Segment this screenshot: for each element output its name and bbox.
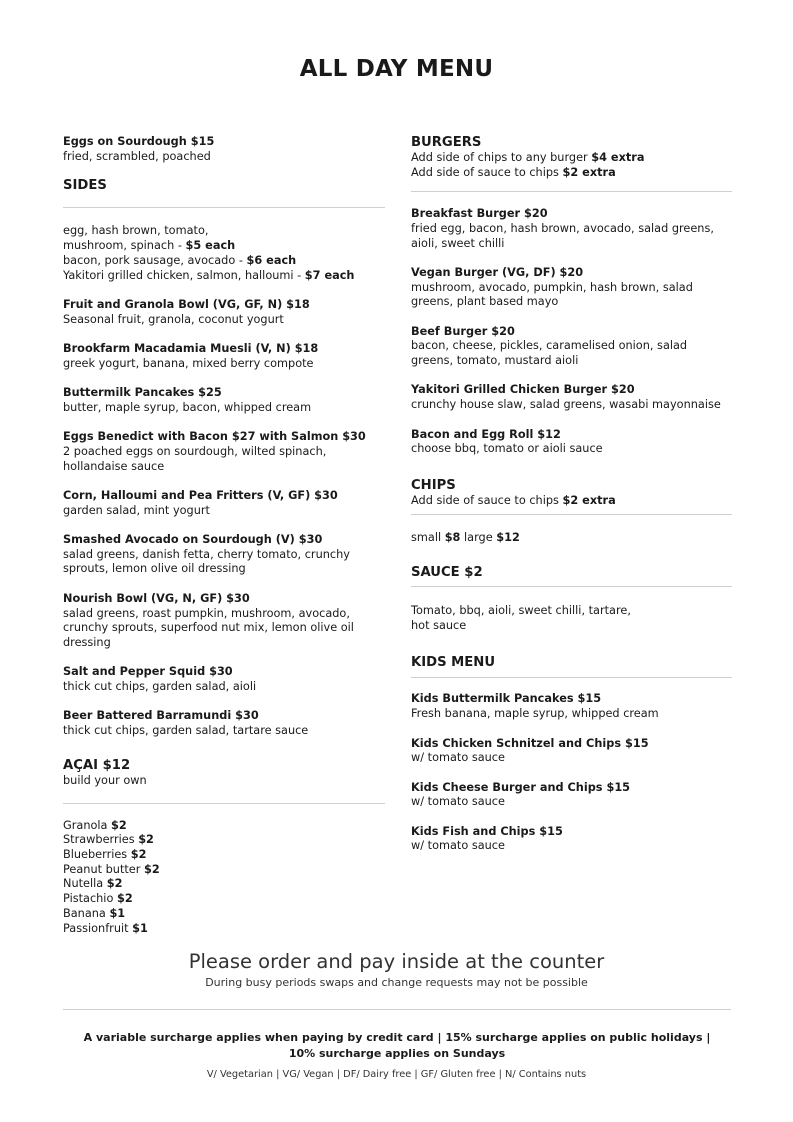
topping-price: $2 xyxy=(144,862,160,876)
acai-subtitle: build your own xyxy=(63,773,147,787)
item-name: Smashed Avocado on Sourdough (V) $30 xyxy=(63,533,323,547)
topping-price: $1 xyxy=(109,906,126,920)
burgers-note xyxy=(411,166,732,181)
surcharge-notice xyxy=(63,1030,731,1062)
burgers-heading: BURGERS xyxy=(411,135,482,150)
note-text: Add side of chips to any burger xyxy=(411,151,592,164)
chips-sizes xyxy=(411,531,732,546)
sides-line xyxy=(63,269,385,284)
topping-price: $2 xyxy=(130,847,147,861)
topping-row xyxy=(63,907,385,922)
chips-heading: CHIPS xyxy=(411,477,456,493)
divider xyxy=(411,514,732,515)
item-description: thick cut chips, garden salad, tartare sauce xyxy=(63,724,309,738)
topping-name: Banana xyxy=(63,906,110,920)
burgers-note xyxy=(411,151,732,166)
item-name: Fruit and Granola Bowl (VG, GF, N) $18 xyxy=(63,297,310,311)
divider xyxy=(63,207,385,208)
size-label: large xyxy=(460,530,497,544)
divider xyxy=(411,586,732,587)
item-description: garden salad, mint yogurt xyxy=(63,503,210,517)
item-description: w/ tomato sauce xyxy=(411,751,505,765)
burger-items xyxy=(411,207,732,457)
item-description: sprouts, lemon olive oil dressing xyxy=(63,562,246,576)
acai-toppings-list xyxy=(63,819,385,937)
menu-item xyxy=(411,737,732,766)
item-name: Breakfast Burger $20 xyxy=(411,207,548,221)
kids-menu-heading: KIDS MENU xyxy=(411,654,496,670)
item-description: choose bbq, tomato or aioli sauce xyxy=(411,442,603,456)
item-name: Bacon and Egg Roll $12 xyxy=(411,427,561,441)
size-price: $8 xyxy=(444,530,461,544)
item-description: bacon, cheese, pickles, caramelised onion, salad xyxy=(411,339,688,353)
menu-item xyxy=(63,298,385,327)
sauce-line: hot sauce xyxy=(411,619,467,633)
left-menu-items xyxy=(63,298,385,739)
sides-line xyxy=(63,254,385,269)
divider xyxy=(411,677,732,678)
topping-price: $1 xyxy=(132,921,148,935)
item-name: Salt and Pepper Squid $30 xyxy=(63,665,233,679)
surcharge-line: A variable surcharge applies when paying by credit card | 15% surcharge applies on public holidays | xyxy=(83,1031,711,1044)
topping-name: Granola xyxy=(63,818,112,832)
item-name: Yakitori Grilled Chicken Burger $20 xyxy=(411,383,635,397)
item-description: Fresh banana, maple syrup, whipped cream xyxy=(411,707,659,721)
swaps-note: During busy periods swaps and change requests may not be possible xyxy=(205,976,588,989)
item-description: fried egg, bacon, hash brown, avocado, salad greens, xyxy=(411,221,714,235)
item-name: Kids Chicken Schnitzel and Chips $15 xyxy=(411,736,649,750)
sauce-line: Tomato, bbq, aioli, sweet chilli, tartare, xyxy=(411,604,631,618)
sides-heading: SIDES xyxy=(63,178,107,194)
menu-item xyxy=(63,489,385,518)
item-description: greens, plant based mayo xyxy=(411,295,559,309)
sides-text: bacon, pork sausage, avocado - xyxy=(63,253,247,267)
menu-item xyxy=(411,825,732,854)
page-title: ALL DAY MENU xyxy=(299,56,494,82)
item-name: Brookfarm Macadamia Muesli (V, N) $18 xyxy=(63,342,319,355)
item-name: Corn, Halloumi and Pea Fritters (V, GF) $30 xyxy=(63,488,338,502)
note-price: $2 extra xyxy=(562,493,616,507)
topping-row xyxy=(63,819,385,834)
sides-price: $6 each xyxy=(246,253,297,267)
menu-item-eggs-on-sourdough xyxy=(63,135,385,164)
topping-row xyxy=(63,848,385,863)
item-description: greens, tomato, mustard aioli xyxy=(411,354,579,368)
topping-row xyxy=(63,863,385,878)
item-description: w/ tomato sauce xyxy=(411,839,505,853)
note-text: Add side of sauce to chips xyxy=(411,493,563,507)
right-column xyxy=(411,135,732,854)
item-name: Eggs Benedict with Bacon $27 with Salmon $30 xyxy=(63,430,366,444)
menu-item xyxy=(411,781,732,810)
topping-row xyxy=(63,877,385,892)
sauce-list xyxy=(411,604,732,633)
item-name: Kids Buttermilk Pancakes $15 xyxy=(411,692,602,706)
topping-price: $2 xyxy=(138,833,154,847)
left-column xyxy=(63,135,385,936)
chips-note xyxy=(411,494,732,509)
menu-item xyxy=(411,325,732,369)
item-description: crunchy house slaw, salad greens, wasabi mayonnaise xyxy=(411,398,721,412)
divider xyxy=(63,803,385,804)
dietary-legend: V/ Vegetarian | VG/ Vegan | DF/ Dairy free | GF/ Gluten free | N/ Contains nuts xyxy=(206,1069,587,1080)
topping-name: Passionfruit xyxy=(63,921,133,935)
menu-item xyxy=(411,207,732,251)
order-instruction: Please order and pay inside at the counter xyxy=(188,950,605,973)
note-price: $4 extra xyxy=(591,151,645,164)
topping-row xyxy=(63,922,385,937)
topping-price: $2 xyxy=(111,818,127,832)
item-description: mushroom, avocado, pumpkin, hash brown, salad xyxy=(411,280,693,294)
kids-menu-items xyxy=(411,692,732,854)
topping-name: Peanut butter xyxy=(63,862,144,876)
item-description: dressing xyxy=(63,635,111,649)
note-price: $2 extra xyxy=(562,165,616,179)
item-description: aioli, sweet chilli xyxy=(411,236,505,250)
sides-line xyxy=(63,239,385,254)
sauce-heading: SAUCE $2 xyxy=(411,565,483,581)
menu-item xyxy=(63,665,385,694)
sides-list xyxy=(63,224,385,283)
item-name: Buttermilk Pancakes $25 xyxy=(63,386,222,400)
item-description: greek yogurt, banana, mixed berry compote xyxy=(63,356,314,370)
surcharge-line: 10% surcharge applies on Sundays xyxy=(288,1047,506,1060)
sides-text: mushroom, spinach - xyxy=(63,239,186,253)
sides-line: egg, hash brown, tomato, xyxy=(63,224,209,238)
item-description: 2 poached eggs on sourdough, wilted spinach, xyxy=(63,444,327,458)
menu-item xyxy=(63,533,385,577)
item-name: Kids Fish and Chips $15 xyxy=(411,824,563,838)
item-description: salad greens, danish fetta, cherry tomato, crunchy xyxy=(63,547,350,561)
sides-text: Yakitori grilled chicken, salmon, halloumi - xyxy=(63,268,305,282)
menu-item xyxy=(63,709,385,738)
menu-item xyxy=(411,428,732,457)
divider xyxy=(63,1009,731,1010)
item-description: fried, scrambled, poached xyxy=(63,149,211,163)
menu-item xyxy=(63,342,385,371)
menu-item xyxy=(411,383,732,412)
topping-row xyxy=(63,833,385,848)
item-name: Beef Burger $20 xyxy=(411,324,515,338)
topping-name: Nutella xyxy=(63,877,107,891)
item-description: butter, maple syrup, bacon, whipped cream xyxy=(63,400,312,414)
item-name: Vegan Burger (VG, DF) $20 xyxy=(411,265,584,279)
item-description: w/ tomato sauce xyxy=(411,795,505,809)
topping-price: $2 xyxy=(106,877,123,891)
menu-item xyxy=(63,592,385,651)
menu-item xyxy=(63,386,385,415)
menu-item xyxy=(411,692,732,721)
topping-name: Blueberries xyxy=(63,847,131,861)
item-description: Seasonal fruit, granola, coconut yogurt xyxy=(63,312,284,326)
menu-item xyxy=(411,266,732,310)
item-description: salad greens, roast pumpkin, mushroom, avocado, xyxy=(63,606,350,620)
sides-price: $7 each xyxy=(304,268,355,282)
size-label: small xyxy=(411,530,445,544)
item-description: hollandaise sauce xyxy=(63,459,165,473)
size-price: $12 xyxy=(496,530,520,544)
note-text: Add side of sauce to chips xyxy=(411,165,563,179)
divider xyxy=(411,191,732,192)
topping-name: Strawberries xyxy=(63,833,139,847)
topping-price: $2 xyxy=(116,892,133,906)
sides-price: $5 each xyxy=(185,239,236,253)
acai-heading: AÇAI $12 xyxy=(63,757,131,773)
item-name: Eggs on Sourdough $15 xyxy=(63,135,215,148)
item-name: Beer Battered Barramundi $30 xyxy=(63,709,259,723)
topping-row xyxy=(63,892,385,907)
item-name: Nourish Bowl (VG, N, GF) $30 xyxy=(63,591,250,605)
topping-name: Pistachio xyxy=(63,892,117,906)
item-description: thick cut chips, garden salad, aioli xyxy=(63,680,257,694)
item-description: crunchy sprouts, superfood nut mix, lemon olive oil xyxy=(63,621,354,635)
menu-item xyxy=(63,430,385,474)
item-name: Kids Cheese Burger and Chips $15 xyxy=(411,780,631,794)
